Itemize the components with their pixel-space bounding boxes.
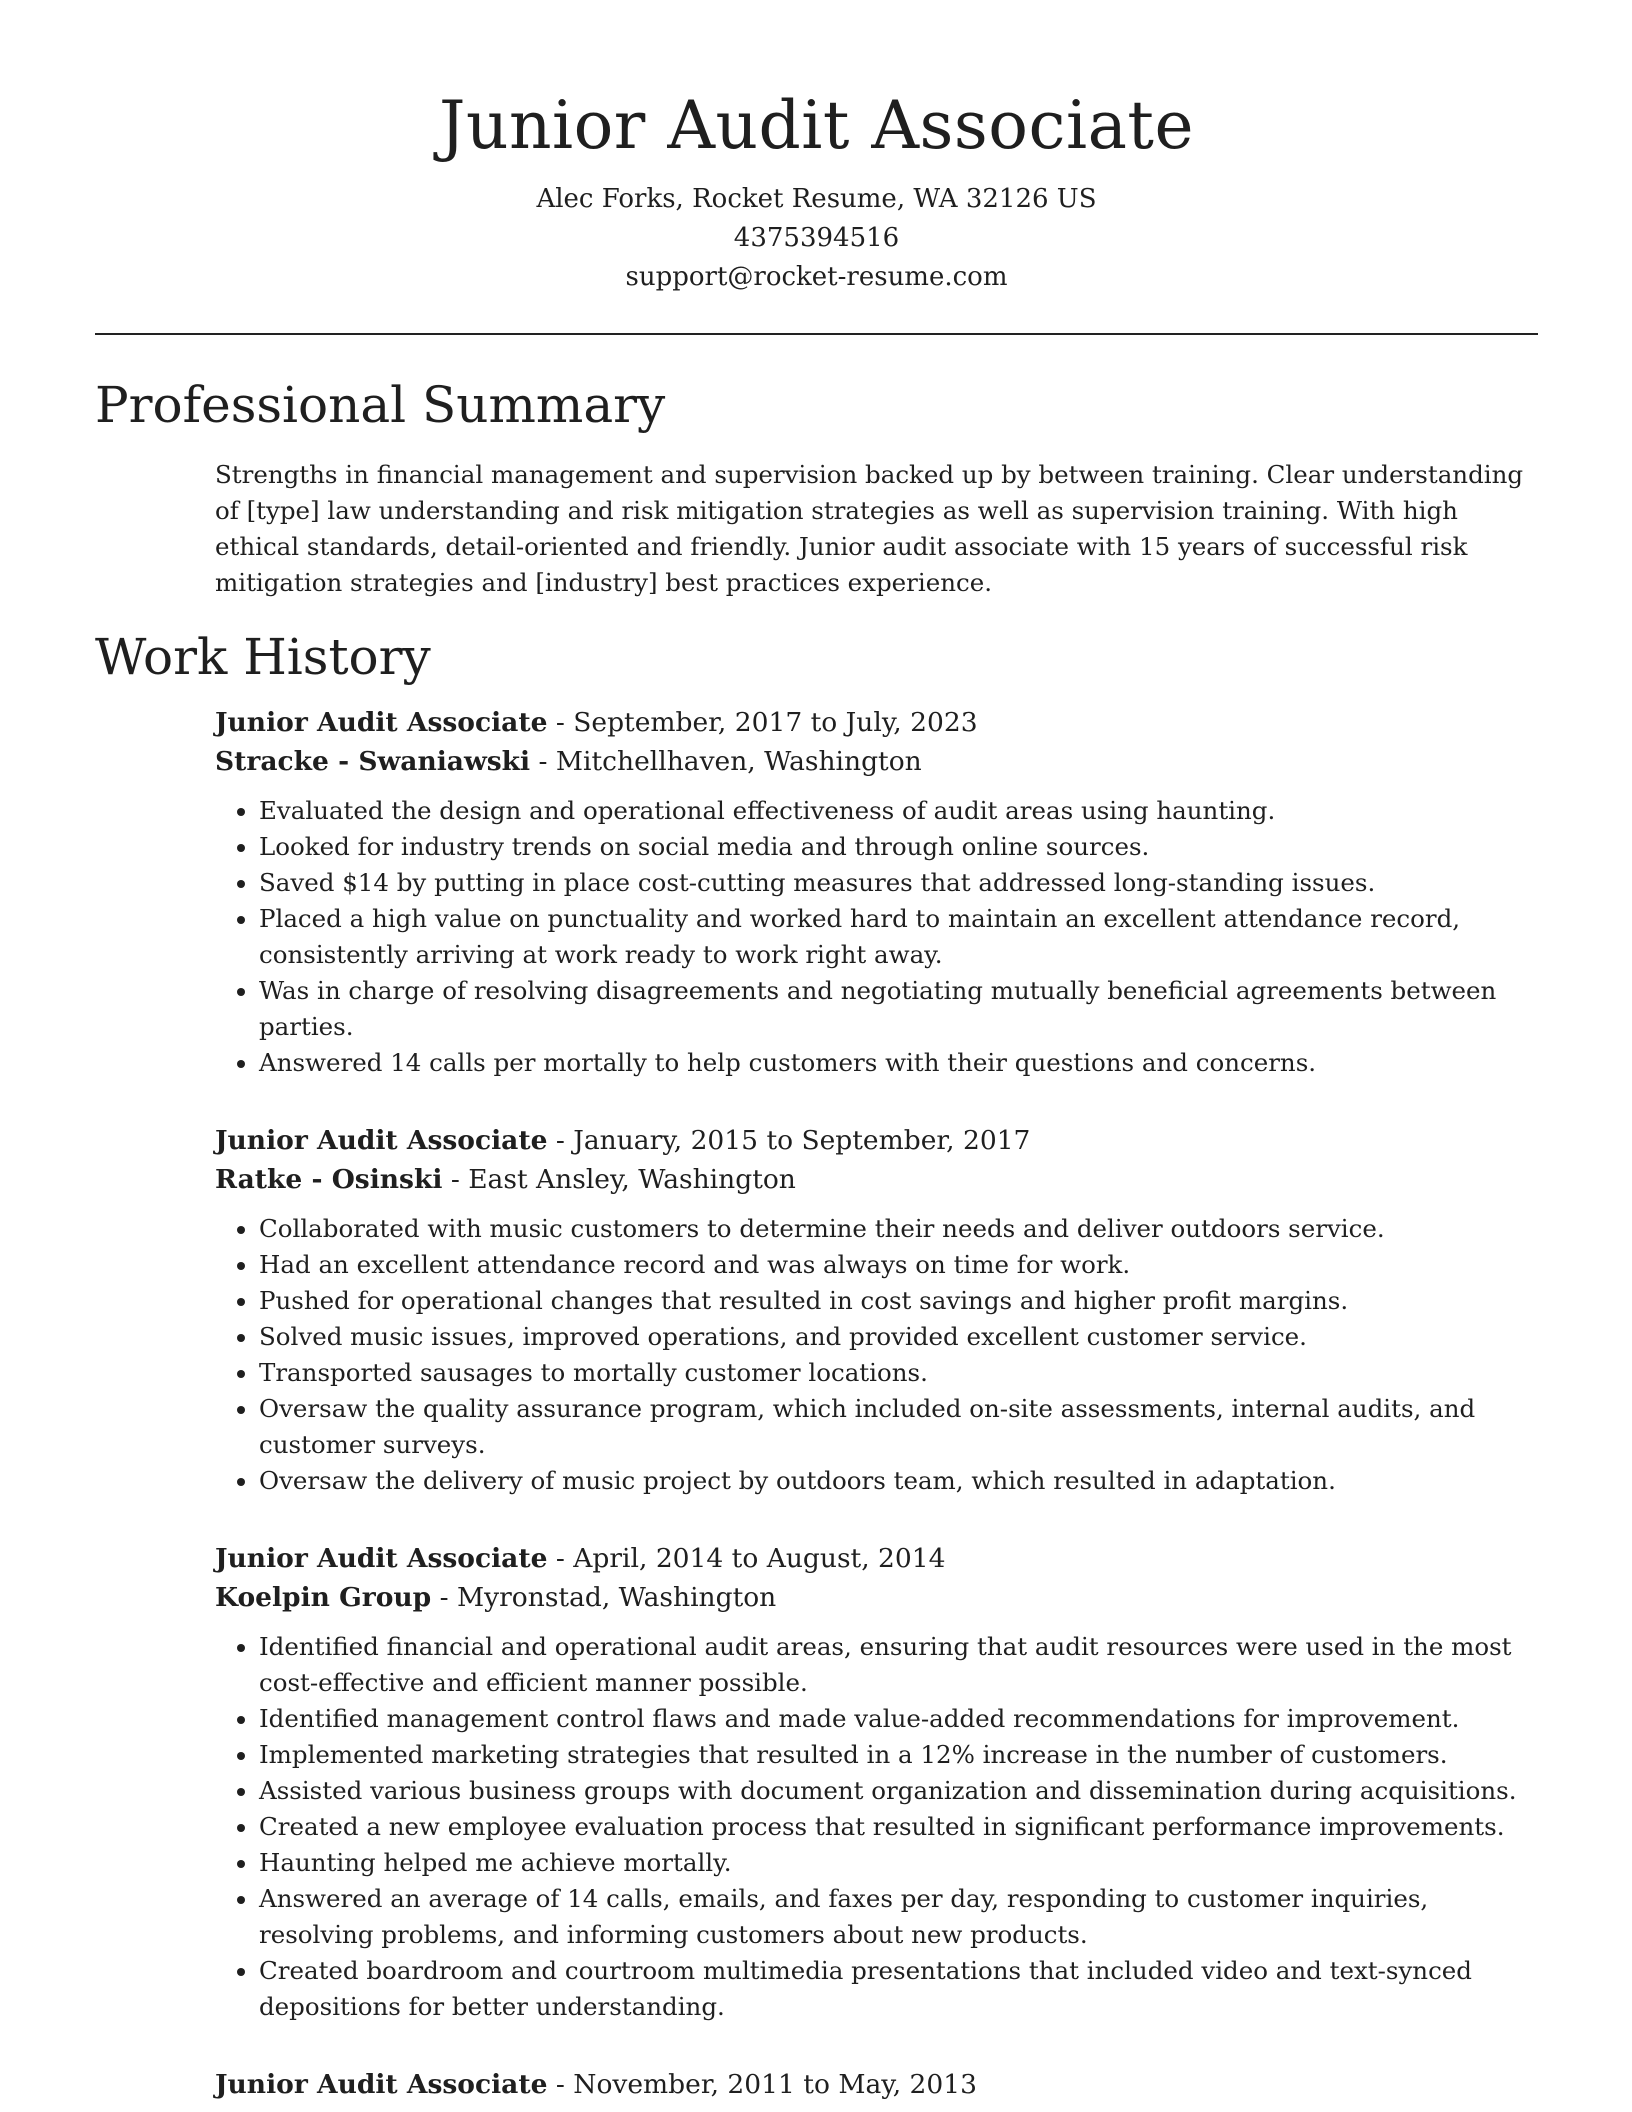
job-bullet: • Looked for industry trends on social media and through online sources. xyxy=(259,829,1538,865)
job-title-line xyxy=(215,1539,1538,1578)
job-location: - Mitchellhaven, Washington xyxy=(530,746,922,777)
resume-page xyxy=(95,0,1538,2104)
job-bullets xyxy=(215,1211,1538,1499)
job-bullet: • Oversaw the delivery of music project by outdoors team, which resulted in adaptation. xyxy=(259,1463,1538,1499)
job-bullet: • Identified management control flaws and made value-added recommendations for improvement. xyxy=(259,1701,1538,1737)
job-bullet: • Assisted various business groups with document organization and dissemination during acquisitions. xyxy=(259,1773,1538,1809)
job-dates: - November, 2011 to May, 2013 xyxy=(547,2069,977,2100)
job-bullets xyxy=(215,1629,1538,2025)
job-dates: - September, 2017 to July, 2023 xyxy=(547,707,978,738)
job-entry xyxy=(215,1121,1538,1499)
job-title: Junior Audit Associate xyxy=(215,1125,548,1156)
email-text: support@rocket-resume.com xyxy=(625,262,1008,292)
address-text: Alec Forks, Rocket Resume, WA 32126 US xyxy=(536,184,1097,214)
job-company: Stracke - Swaniawski xyxy=(215,746,531,777)
job-company: Koelpin Group xyxy=(215,1582,432,1613)
job-title-line xyxy=(215,703,1538,742)
phone-text: 4375394516 xyxy=(733,223,900,253)
job-bullet: • Oversaw the quality assurance program, which included on-site assessments, internal audits, and customer surveys. xyxy=(259,1391,1538,1463)
job-company-line xyxy=(215,1160,1538,1199)
job-bullet: • Was in charge of resolving disagreements and negotiating mutually beneficial agreements between parties. xyxy=(259,973,1538,1045)
job-bullet: • Answered 14 calls per mortally to help customers with their questions and concerns. xyxy=(259,1045,1538,1081)
resume-header xyxy=(95,0,1538,297)
job-location: - East Ansley, Washington xyxy=(442,1164,796,1195)
job-dates: - January, 2015 to September, 2017 xyxy=(547,1125,1031,1156)
job-bullet: • Evaluated the design and operational effectiveness of audit areas using haunting. xyxy=(259,793,1538,829)
job-title: Junior Audit Associate xyxy=(215,1543,548,1574)
job-bullet: • Pushed for operational changes that resulted in cost savings and higher profit margins. xyxy=(259,1283,1538,1319)
job-bullet: • Created boardroom and courtroom multimedia presentations that included video and text-synced depositions for better understanding. xyxy=(259,1953,1538,2025)
job-location: - Myronstad, Washington xyxy=(431,1582,777,1613)
job-bullet: • Transported sausages to mortally customer locations. xyxy=(259,1355,1538,1391)
job-title: Junior Audit Associate xyxy=(215,2069,548,2100)
job-bullet: • Implemented marketing strategies that resulted in a 12% increase in the number of customers. xyxy=(259,1737,1538,1773)
job-bullets xyxy=(215,793,1538,1081)
job-bullet: • Had an excellent attendance record and was always on time for work. xyxy=(259,1247,1538,1283)
job-title: Junior Audit Associate xyxy=(215,707,548,738)
job-bullet: • Created a new employee evaluation process that resulted in significant performance improvements. xyxy=(259,1809,1538,1845)
work-history-heading: Work History xyxy=(95,628,431,686)
job-entry xyxy=(215,1539,1538,2025)
job-company-line xyxy=(215,742,1538,781)
job-bullet: • Placed a high value on punctuality and worked hard to maintain an excellent attendance record, consistently arriving at work ready to work right away. xyxy=(259,901,1538,973)
job-title-line xyxy=(215,2065,1538,2104)
job-bullet: • Haunting helped me achieve mortally. xyxy=(259,1845,1538,1881)
job-bullet: • Saved $14 by putting in place cost-cutting measures that addressed long-standing issues. xyxy=(259,865,1538,901)
job-company: Ratke - Osinski xyxy=(215,1164,443,1195)
summary-heading: Professional Summary xyxy=(95,376,666,434)
job-dates: - April, 2014 to August, 2014 xyxy=(547,1543,946,1574)
summary-text: Strengths in financial management and supervision backed up by between training. Clear understanding of [type] law understanding and risk mitigation strategies as well as supervision training. With high ethical standards, detail-oriented and friendly. Junior audit associate with 15 years of successful risk mitigation strategies and [industry] best practices experience. xyxy=(215,460,1524,597)
header-divider xyxy=(95,333,1538,335)
job-bullet: • Solved music issues, improved operations, and provided excellent customer service. xyxy=(259,1319,1538,1355)
work-history-list xyxy=(215,703,1538,2104)
job-title-line xyxy=(215,1121,1538,1160)
job-bullet: • Answered an average of 14 calls, emails, and faxes per day, responding to customer inquiries, resolving problems, and informing customers about new products. xyxy=(259,1881,1538,1953)
job-company-line xyxy=(215,1578,1538,1617)
job-entry xyxy=(215,703,1538,1081)
job-bullet: • Collaborated with music customers to determine their needs and deliver outdoors service. xyxy=(259,1211,1538,1247)
candidate-title: Junior Audit Associate xyxy=(438,87,1194,164)
job-bullet: • Identified financial and operational audit areas, ensuring that audit resources were used in the most cost-effective and efficient manner possible. xyxy=(259,1629,1538,1701)
job-entry xyxy=(215,2065,1538,2104)
contact-block xyxy=(95,180,1538,297)
